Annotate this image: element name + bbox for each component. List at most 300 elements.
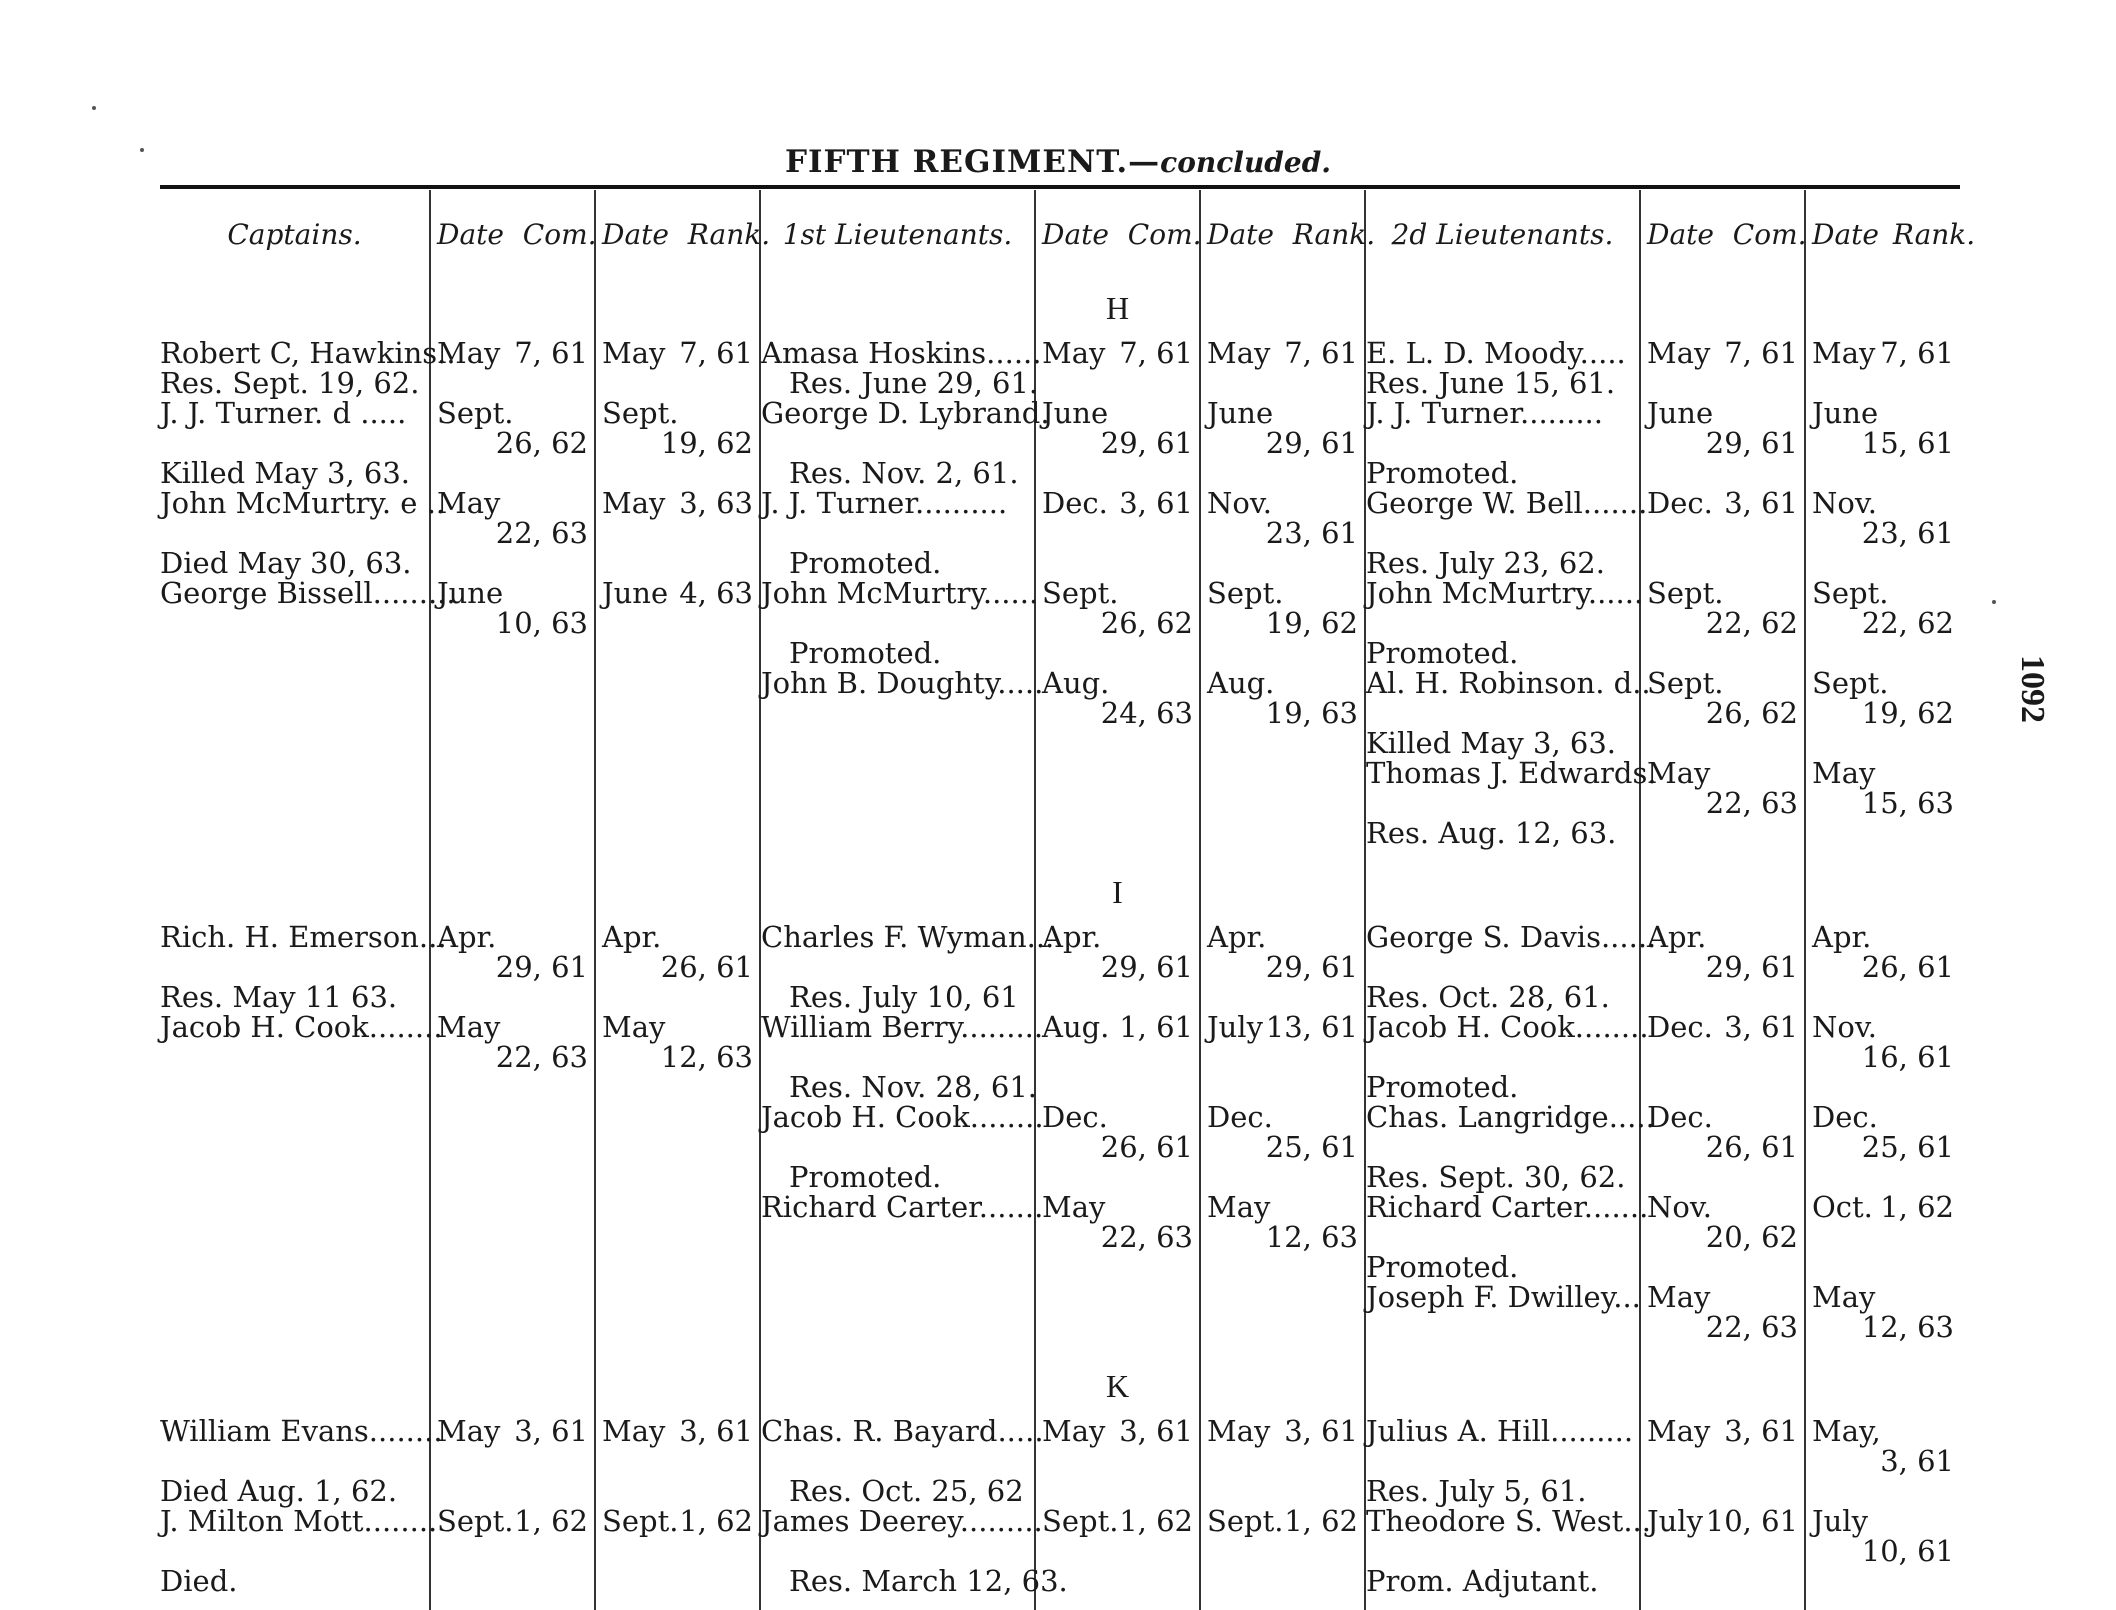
captain-cell: Robert C, Hawkins.. (160, 336, 456, 370)
captain-date-com (430, 922, 595, 982)
first-lieutenant-date-rank (1200, 338, 1365, 368)
date-month: Aug. (1042, 666, 1110, 700)
second-lieutenant-date-rank (1805, 638, 1960, 668)
date-month: May (437, 1010, 501, 1044)
first-lieutenant-date-rank (1200, 1506, 1365, 1566)
first-lieutenant-date-rank (1200, 922, 1365, 982)
spacer-cell (1805, 1342, 1960, 1356)
date-day-year: 7, 61 (679, 336, 753, 370)
table-row (160, 1252, 1960, 1282)
captain-date-rank (595, 1282, 760, 1342)
date-day-year: 4, 63 (679, 576, 753, 610)
second-lieutenant-date-rank (1805, 368, 1960, 398)
spacer-cell (1640, 1342, 1805, 1356)
captain-date-com (430, 488, 595, 548)
first-lieutenant-date-com (1035, 548, 1200, 578)
header-second-lieutenants: 2d Lieutenants. (1365, 190, 1640, 278)
table-row (160, 578, 1960, 638)
date-day-year: 7, 61 (514, 336, 588, 370)
date-month: Apr. (1042, 920, 1102, 954)
first-lieutenant-date-com (1035, 1506, 1200, 1566)
company-spacer-cell (160, 278, 430, 338)
date-day-year: 26, 62 (495, 426, 588, 460)
date-month: Sept. (1812, 576, 1889, 610)
paper-speck (92, 106, 96, 110)
captain-date-com (430, 1102, 595, 1162)
second-lieutenant-date-com (1640, 1012, 1805, 1072)
header-row (160, 190, 1960, 278)
table-row (160, 638, 1960, 668)
first-lieutenant-cell (760, 728, 1035, 758)
second-lieutenant-date-rank (1805, 1192, 1960, 1252)
first-lieutenant-date-com (1035, 578, 1200, 638)
captain-date-rank (595, 922, 760, 982)
date-day-year: 29, 61 (1265, 950, 1358, 984)
second-lieutenant-cell: J. J. Turner......... (1365, 398, 1640, 458)
date-day-year: 26, 61 (1861, 950, 1954, 984)
title-suffix: concluded. (1160, 146, 1332, 179)
date-month: Sept. (1207, 1504, 1284, 1538)
spacer-cell (430, 1342, 595, 1356)
first-lieutenant-cell: Jacob H. Cook........ (760, 1102, 1035, 1162)
date-month: Dec. (1042, 1100, 1108, 1134)
company-spacer-cell (430, 278, 595, 338)
date-month: Nov. (1207, 486, 1272, 520)
date-month: Dec. (1647, 486, 1713, 520)
date-month: July (1207, 1010, 1263, 1044)
second-lieutenant-cell: Thomas J. Edwards. (1365, 758, 1640, 818)
first-lieutenant-date-com (1035, 668, 1200, 728)
date-day-year: 22, 63 (1705, 1310, 1798, 1344)
date-day-year: 1, 61 (1119, 1010, 1193, 1044)
date-month: June (1207, 396, 1274, 430)
captain-cell: George Bissell......... (160, 576, 456, 610)
first-lieutenant-cell: Res. July 10, 61 (760, 982, 1035, 1012)
captain-date-rank (595, 668, 760, 728)
captain-date-rank (595, 638, 760, 668)
captain-date-rank (595, 1506, 760, 1566)
date-month: May (1647, 336, 1711, 370)
date-day-year: 1, 62 (1284, 1504, 1358, 1538)
date-month: May (1042, 336, 1106, 370)
date-day-year: 29, 61 (1100, 950, 1193, 984)
date-month: Apr. (437, 920, 497, 954)
date-day-year: 3, 61 (1119, 486, 1193, 520)
first-lieutenant-date-com (1035, 488, 1200, 548)
company-spacer-row (160, 1342, 1960, 1356)
table-row (160, 1192, 1960, 1252)
second-lieutenant-date-com (1640, 818, 1805, 848)
date-day-year: 26, 61 (660, 950, 753, 984)
second-lieutenant-date-rank (1805, 1252, 1960, 1282)
first-lieutenant-date-com (1035, 922, 1200, 982)
captain-date-rank (595, 578, 760, 638)
first-lieutenant-date-com (1035, 728, 1200, 758)
date-month: Nov. (1812, 1010, 1877, 1044)
header-rank-label: Rank. (1292, 217, 1376, 251)
header-captain-date-com (430, 190, 595, 278)
date-month: May (602, 486, 666, 520)
spacer-cell (760, 848, 1035, 862)
date-month: Apr. (1812, 920, 1872, 954)
header-lieut1-date-rank (1200, 190, 1376, 278)
table-row (160, 1072, 1960, 1102)
captain-cell: Died. (160, 1564, 238, 1598)
date-month: Dec. (1647, 1010, 1713, 1044)
date-month: Dec. (1647, 1100, 1713, 1134)
table-row (160, 338, 1960, 368)
company-spacer-cell (1200, 278, 1365, 338)
captain-cell: Res. Sept. 19, 62. (160, 366, 420, 400)
captain-cell (160, 1072, 430, 1102)
second-lieutenant-cell: Res. Aug. 12, 63. (1365, 818, 1640, 848)
date-month: Aug. (1042, 1010, 1110, 1044)
date-day-year: 19, 63 (1265, 696, 1358, 730)
spacer-cell (1365, 1596, 1640, 1610)
date-day-year: 10, 63 (495, 606, 588, 640)
first-lieutenant-date-rank (1200, 1102, 1365, 1162)
first-lieutenant-date-com (1035, 1162, 1200, 1192)
second-lieutenant-date-rank (1805, 1162, 1960, 1192)
first-lieutenant-date-com (1035, 1012, 1200, 1072)
company-letter: H (1035, 278, 1200, 338)
date-month: Nov. (1647, 1190, 1712, 1224)
date-month: Dec. (1207, 1100, 1273, 1134)
header-date-label: Date (1812, 217, 1879, 251)
date-day-year: 22, 63 (495, 516, 588, 550)
first-lieutenant-cell: Res. Nov. 2, 61. (760, 458, 1035, 488)
second-lieutenant-date-rank (1805, 1102, 1960, 1162)
captain-cell (160, 1162, 430, 1192)
header-lieut2-date-rank (1805, 190, 1976, 278)
date-month: May (1207, 1190, 1271, 1224)
table-row (160, 1416, 1960, 1476)
second-lieutenant-date-com (1640, 1162, 1805, 1192)
second-lieutenant-cell: Res. July 5, 61. (1365, 1476, 1640, 1506)
date-month: Sept. (602, 396, 679, 430)
captain-cell: John McMurtry. e .. (160, 486, 446, 520)
spacer-cell (160, 1596, 430, 1610)
second-lieutenant-date-rank (1805, 488, 1960, 548)
title-main: FIFTH REGIMENT.— (784, 144, 1161, 180)
captain-date-com (430, 1192, 595, 1252)
second-lieutenant-cell: Al. H. Robinson. d.. (1365, 668, 1640, 728)
spacer-cell (595, 848, 760, 862)
second-lieutenant-cell: Theodore S. West... (1365, 1506, 1640, 1566)
first-lieutenant-cell: Res. Oct. 25, 62 (760, 1476, 1035, 1506)
header-date-label: Date (1207, 217, 1274, 251)
first-lieutenant-cell: James Deerey......... (760, 1506, 1035, 1566)
date-month: July (1647, 1504, 1703, 1538)
first-lieutenant-cell: Chas. R. Bayard..... (760, 1416, 1035, 1476)
second-lieutenant-date-com (1640, 368, 1805, 398)
second-lieutenant-cell: Res. Sept. 30, 62. (1365, 1162, 1640, 1192)
spacer-cell (1200, 848, 1365, 862)
first-lieutenant-cell (760, 818, 1035, 848)
first-lieutenant-date-com (1035, 1282, 1200, 1342)
second-lieutenant-cell: Chas. Langridge..... (1365, 1102, 1640, 1162)
table-row (160, 922, 1960, 982)
date-month: Sept. (1812, 666, 1889, 700)
spacer-cell (1805, 1596, 1960, 1610)
first-lieutenant-cell: John McMurtry...... (760, 578, 1035, 638)
company-spacer-row (160, 1596, 1960, 1610)
date-day-year: 1, 62 (679, 1504, 753, 1538)
second-lieutenant-date-rank (1805, 578, 1960, 638)
captain-date-com (430, 728, 595, 758)
date-day-year: 3, 61 (1724, 1414, 1798, 1448)
company-spacer-cell (1200, 1356, 1365, 1416)
first-lieutenant-date-rank (1200, 638, 1365, 668)
date-day-year: 15, 63 (1861, 786, 1954, 820)
company-letter: K (1035, 1356, 1200, 1416)
second-lieutenant-date-rank (1805, 1476, 1960, 1506)
date-month: May (602, 1010, 666, 1044)
captain-cell: Rich. H. Emerson... (160, 920, 447, 954)
date-day-year: 1, 62 (1880, 1190, 1954, 1224)
captain-date-com (430, 368, 595, 398)
date-day-year: 26, 62 (1100, 606, 1193, 640)
captain-date-rank (595, 1192, 760, 1252)
captain-cell (160, 1102, 430, 1162)
second-lieutenant-cell: George W. Bell....... (1365, 488, 1640, 548)
second-lieutenant-cell: Julius A. Hill......... (1365, 1416, 1640, 1476)
date-day-year: 3, 63 (679, 486, 753, 520)
header-date-label: Date (1042, 217, 1109, 251)
first-lieutenant-date-rank (1200, 982, 1365, 1012)
first-lieutenant-date-com (1035, 758, 1200, 818)
captain-date-rank (595, 1566, 760, 1596)
second-lieutenant-date-rank (1805, 922, 1960, 982)
second-lieutenant-date-rank (1805, 1072, 1960, 1102)
first-lieutenant-date-com (1035, 368, 1200, 398)
date-day-year: 7, 61 (1119, 336, 1193, 370)
table-row (160, 1506, 1960, 1566)
second-lieutenant-date-rank (1805, 1012, 1960, 1072)
date-day-year: 12, 63 (660, 1040, 753, 1074)
first-lieutenant-cell: George D. Lybrand. (760, 398, 1035, 458)
spacer-cell (1805, 848, 1960, 862)
date-month: June (1647, 396, 1714, 430)
captain-date-com (430, 1282, 595, 1342)
date-month: Apr. (602, 920, 662, 954)
table-row (160, 728, 1960, 758)
date-month: May (437, 336, 501, 370)
table-row (160, 1102, 1960, 1162)
date-day-year: 3, 61 (1724, 1010, 1798, 1044)
date-month: Sept. (602, 1504, 679, 1538)
company-spacer-cell (595, 862, 760, 922)
date-day-year: 29, 61 (1705, 426, 1798, 460)
captain-date-com (430, 1476, 595, 1506)
date-day-year: 3, 61 (1880, 1444, 1954, 1478)
second-lieutenant-cell: Promoted. (1365, 1252, 1640, 1282)
date-month: May (1812, 336, 1876, 370)
header-captains: Captains. (227, 217, 362, 251)
date-month: Dec. (1042, 486, 1108, 520)
spacer-cell (1365, 848, 1640, 862)
first-lieutenant-cell (760, 758, 1035, 818)
second-lieutenant-date-rank (1805, 1506, 1960, 1566)
header-com-label: Com. (1127, 217, 1202, 251)
date-day-year: 29, 61 (495, 950, 588, 984)
date-month: Aug. (1207, 666, 1275, 700)
first-lieutenant-date-rank (1200, 1072, 1365, 1102)
captain-date-com (430, 1416, 595, 1476)
first-lieutenant-date-rank (1200, 818, 1365, 848)
company-spacer-row (160, 848, 1960, 862)
first-lieutenant-cell: William Berry......... (760, 1012, 1035, 1072)
first-lieutenant-date-com (1035, 1416, 1200, 1476)
date-day-year: 3, 61 (1284, 1414, 1358, 1448)
page-number: 1092 (2014, 655, 2051, 723)
header-com-label: Com. (522, 217, 597, 251)
date-day-year: 3, 61 (514, 1414, 588, 1448)
table-row (160, 368, 1960, 398)
date-day-year: 29, 61 (1265, 426, 1358, 460)
second-lieutenant-cell: George S. Davis...... (1365, 922, 1640, 982)
second-lieutenant-date-rank (1805, 982, 1960, 1012)
date-month: Apr. (1207, 920, 1267, 954)
second-lieutenant-cell: Richard Carter....... (1365, 1192, 1640, 1252)
second-lieutenant-date-com (1640, 728, 1805, 758)
second-lieutenant-date-rank (1805, 1566, 1960, 1596)
table-row (160, 488, 1960, 548)
second-lieutenant-date-com (1640, 638, 1805, 668)
date-month: Sept. (1647, 576, 1724, 610)
first-lieutenant-cell: Res. June 29, 61. (760, 368, 1035, 398)
captain-cell (160, 1252, 430, 1282)
second-lieutenant-date-com (1640, 398, 1805, 458)
first-lieutenant-date-com (1035, 1192, 1200, 1252)
date-month: May (602, 1414, 666, 1448)
date-month: May (1207, 336, 1271, 370)
second-lieutenant-date-com (1640, 548, 1805, 578)
first-lieutenant-date-rank (1200, 668, 1365, 728)
captain-date-rank (595, 982, 760, 1012)
second-lieutenant-date-rank (1805, 1282, 1960, 1342)
date-month: Nov. (1812, 486, 1877, 520)
date-day-year: 10, 61 (1705, 1504, 1798, 1538)
spacer-cell (760, 1342, 1035, 1356)
captain-date-rank (595, 1012, 760, 1072)
second-lieutenant-date-com (1640, 1072, 1805, 1102)
second-lieutenant-date-com (1640, 338, 1805, 368)
date-day-year: 25, 61 (1861, 1130, 1954, 1164)
date-day-year: 19, 62 (1265, 606, 1358, 640)
second-lieutenant-date-com (1640, 1506, 1805, 1566)
date-month: May (437, 486, 501, 520)
first-lieutenant-date-rank (1200, 458, 1365, 488)
captain-date-com (430, 458, 595, 488)
second-lieutenant-date-com (1640, 1252, 1805, 1282)
captain-date-com (430, 1012, 595, 1072)
captain-date-rank (595, 368, 760, 398)
first-lieutenant-cell: Charles F. Wyman... (760, 922, 1035, 982)
date-day-year: 3, 61 (679, 1414, 753, 1448)
date-month: May, (1812, 1414, 1881, 1448)
second-lieutenant-date-com (1640, 758, 1805, 818)
company-spacer-cell (160, 862, 430, 922)
captain-cell: J. Milton Mott........ (160, 1504, 438, 1538)
header-com-label: Com. (1732, 217, 1807, 251)
captain-date-com (430, 1566, 595, 1596)
date-day-year: 10, 61 (1861, 1534, 1954, 1568)
table-row (160, 1162, 1960, 1192)
date-month: Sept. (1042, 1504, 1119, 1538)
date-day-year: 1, 62 (1119, 1504, 1193, 1538)
captain-date-com (430, 638, 595, 668)
first-lieutenant-cell: Res. March 12, 63. (760, 1566, 1035, 1596)
second-lieutenant-cell: Res. Oct. 28, 61. (1365, 982, 1640, 1012)
first-lieutenant-date-rank (1200, 548, 1365, 578)
header-lieut1-date-com (1035, 190, 1200, 278)
first-lieutenant-cell: Res. Nov. 28, 61. (760, 1072, 1035, 1102)
date-month: June (1812, 396, 1879, 430)
date-day-year: 23, 61 (1861, 516, 1954, 550)
date-day-year: 12, 63 (1861, 1310, 1954, 1344)
company-letter: I (1035, 862, 1200, 922)
second-lieutenant-date-rank (1805, 1416, 1960, 1476)
second-lieutenant-cell: E. L. D. Moody..... (1365, 338, 1640, 368)
second-lieutenant-cell: Res. July 23, 62. (1365, 548, 1640, 578)
spacer-cell (430, 1596, 595, 1610)
second-lieutenant-date-com (1640, 922, 1805, 982)
first-lieutenant-date-rank (1200, 1012, 1365, 1072)
date-day-year: 16, 61 (1861, 1040, 1954, 1074)
first-lieutenant-date-com (1035, 638, 1200, 668)
second-lieutenant-date-com (1640, 1102, 1805, 1162)
captain-date-com (430, 982, 595, 1012)
company-spacer-cell (430, 862, 595, 922)
spacer-cell (1035, 1596, 1200, 1610)
date-month: May (1647, 1280, 1711, 1314)
captain-date-com (430, 1252, 595, 1282)
second-lieutenant-cell: Killed May 3, 63. (1365, 728, 1640, 758)
date-month: June (602, 576, 669, 610)
date-day-year: 22, 62 (1705, 606, 1798, 640)
second-lieutenant-date-com (1640, 1416, 1805, 1476)
header-lieut2-date-com (1640, 190, 1805, 278)
date-day-year: 22, 63 (495, 1040, 588, 1074)
captain-cell (160, 728, 430, 758)
date-day-year: 29, 61 (1100, 426, 1193, 460)
company-spacer-cell (1805, 1356, 1960, 1416)
date-day-year: 24, 63 (1100, 696, 1193, 730)
second-lieutenant-cell: Promoted. (1365, 1072, 1640, 1102)
captain-date-rank (595, 1252, 760, 1282)
first-lieutenant-date-rank (1200, 758, 1365, 818)
second-lieutenant-date-com (1640, 578, 1805, 638)
captain-date-rank (595, 1102, 760, 1162)
date-day-year: 12, 63 (1265, 1220, 1358, 1254)
date-month: May (1042, 1414, 1106, 1448)
date-month: Sept. (437, 396, 514, 430)
second-lieutenant-date-com (1640, 1282, 1805, 1342)
table-row (160, 1476, 1960, 1506)
company-spacer-cell (1805, 862, 1960, 922)
first-lieutenant-date-rank (1200, 398, 1365, 458)
spacer-cell (1200, 1342, 1365, 1356)
spacer-cell (160, 848, 430, 862)
date-day-year: 7, 61 (1284, 336, 1358, 370)
date-month: May (1647, 756, 1711, 790)
date-month: June (1042, 396, 1109, 430)
table-row (160, 398, 1960, 458)
captain-cell: Res. May 11 63. (160, 980, 398, 1014)
first-lieutenant-cell (760, 1252, 1035, 1282)
captain-cell: Jacob H. Cook........ (160, 1010, 443, 1044)
